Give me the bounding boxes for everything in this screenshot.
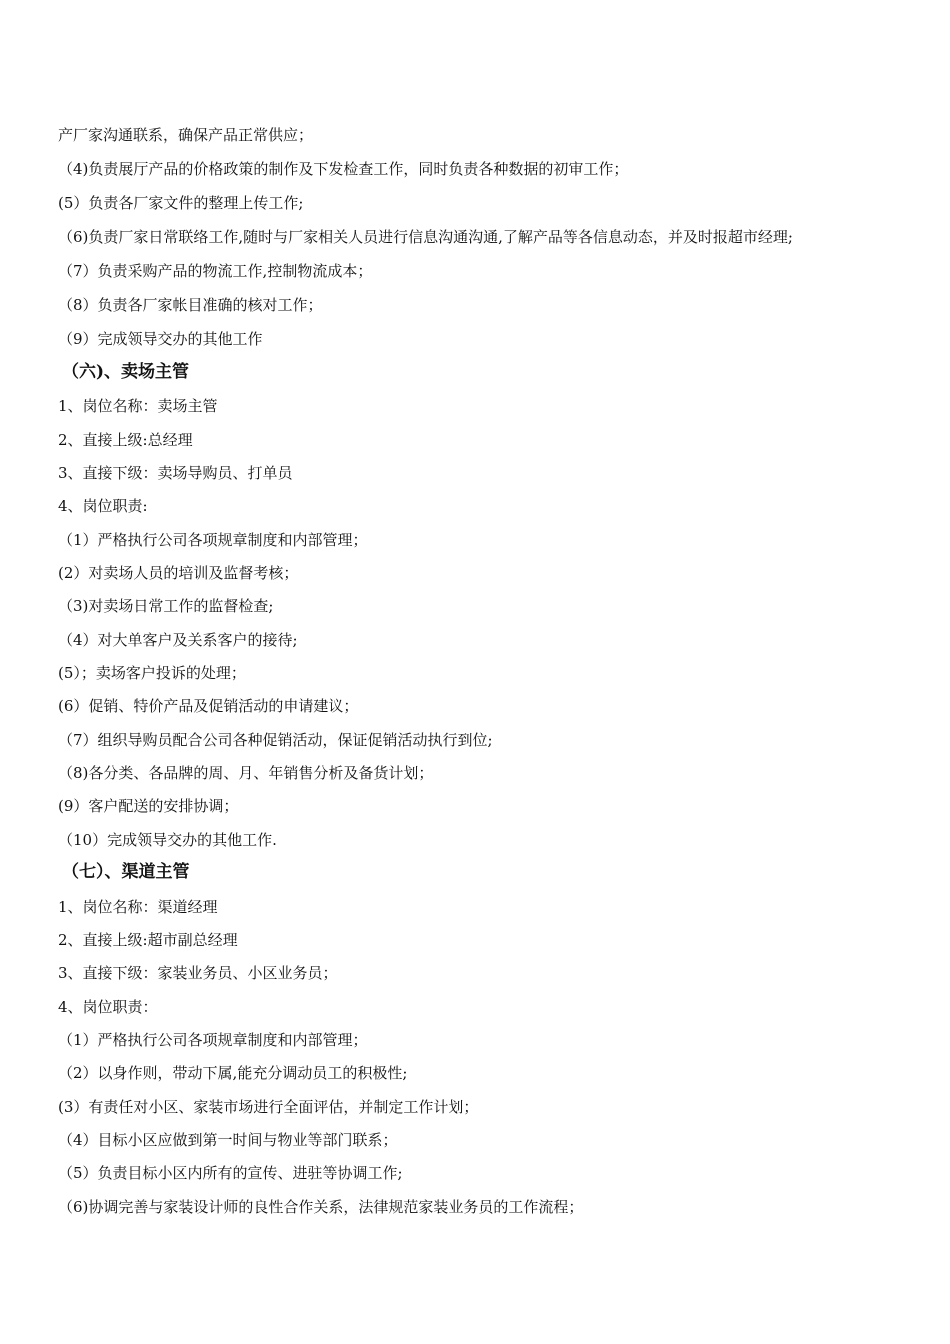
text-line: （4)负责展厅产品的价格政策的制作及下发检查工作，同时负责各种数据的初审工作； [58,160,629,178]
text-line: (9）客户配送的安排协调； [58,797,239,815]
text-line: （7）组织导购员配合公司各种促销活动，保证促销活动执行到位; [58,731,493,749]
text-line: （10）完成领导交办的其他工作. [58,831,277,849]
text-line: 3、直接下级：家装业务员、小区业务员； [58,964,338,982]
text-line: (5）；卖场客户投诉的处理； [58,664,246,682]
text-line: (6）促销、特价产品及促销活动的申请建议； [58,697,359,715]
text-line: (3）有责任对小区、家装市场进行全面评估，并制定工作计划； [58,1098,479,1116]
text-line: （4）目标小区应做到第一时间与物业等部门联系； [58,1131,398,1149]
text-line: 2、直接上级:超市副总经理 [58,931,238,949]
text-line: （7）负责采购产品的物流工作,控制物流成本； [58,262,373,280]
text-line: （8)各分类、各品牌的周、月、年销售分析及备货计划； [58,764,434,782]
text-line: 4、岗位职责: [58,497,148,515]
text-line: （3)对卖场日常工作的监督检查; [58,597,274,615]
text-line: (2）对卖场人员的培训及监督考核； [58,564,299,582]
text-line: （1）严格执行公司各项规章制度和内部管理； [58,531,368,549]
section-heading: （七）、渠道主管 [62,862,190,882]
text-line: 2、直接上级:总经理 [58,431,193,449]
text-line: (5）负责各厂家文件的整理上传工作; [58,194,304,212]
text-line: （1）严格执行公司各项规章制度和内部管理； [58,1031,368,1049]
text-line: （6)负责厂家日常联络工作,随时与厂家相关人员进行信息沟通沟通,了解产品等各信息动态，并及时报超市经理; [58,228,793,246]
text-line: （5）负责目标小区内所有的宣传、进驻等协调工作; [58,1164,403,1182]
text-line: （6)协调完善与家装设计师的良性合作关系，法律规范家装业务员的工作流程； [58,1198,584,1216]
text-line: 1、岗位名称：卖场主管 [58,397,218,415]
text-line: （4）对大单客户及关系客户的接待; [58,631,298,649]
text-line: （8）负责各厂家帐目准确的核对工作； [58,296,323,314]
text-line: 产厂家沟通联系，确保产品正常供应； [58,126,314,144]
text-line: 3、直接下级：卖场导购员、打单员 [58,464,293,482]
section-heading: （六)、卖场主管 [62,362,190,382]
text-line: （2）以身作则，带动下属,能充分调动员工的积极性; [58,1064,408,1082]
text-line: 1、岗位名称：渠道经理 [58,898,218,916]
text-line: 4、岗位职责： [58,998,158,1016]
text-line: （9）完成领导交办的其他工作 [58,330,263,348]
